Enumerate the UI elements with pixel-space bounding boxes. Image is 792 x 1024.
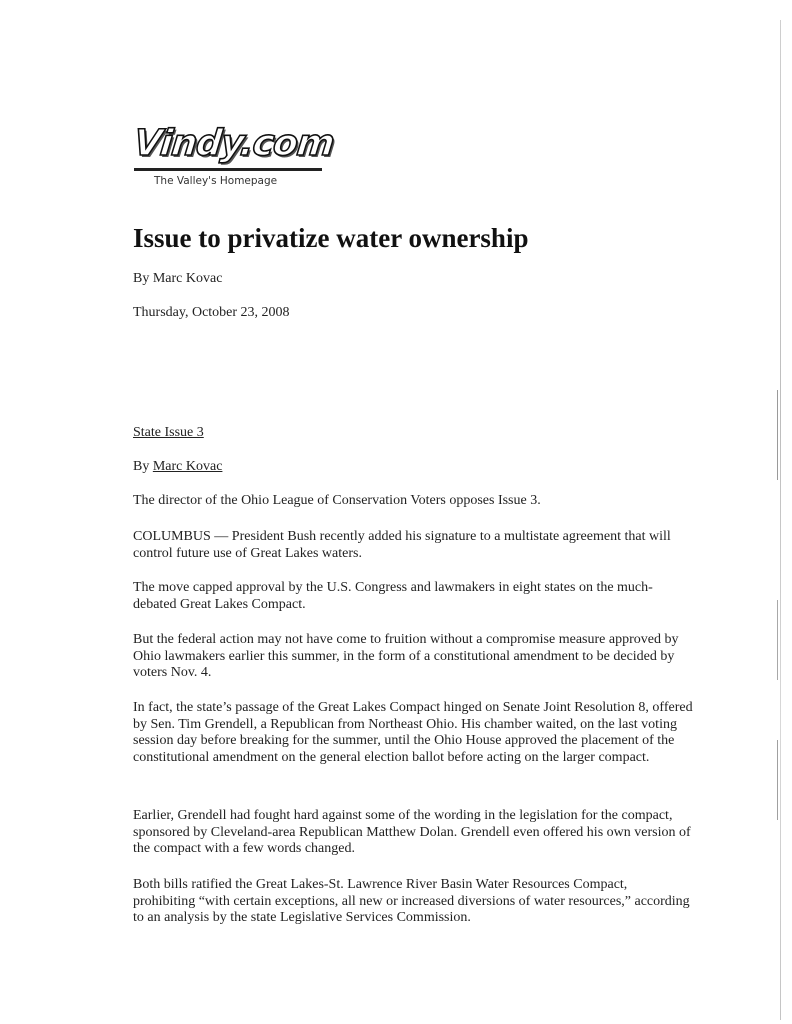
- article-paragraph: COLUMBUS — President Bush recently added his signature to a multistate agreement that will control future use of Great Lakes waters.: [133, 529, 671, 561]
- state-issue-3-link[interactable]: State Issue 3: [133, 425, 204, 440]
- article-byline: By Marc Kovac: [133, 271, 223, 286]
- logo-wordmark: Vindy.com: [131, 123, 336, 164]
- byline-prefix: By: [133, 459, 153, 474]
- article-headline: Issue to privatize water ownership: [133, 223, 529, 253]
- vindy-logo[interactable]: [131, 123, 336, 194]
- article-paragraph: The move capped approval by the U.S. Congress and lawmakers in eight states on the much-debated Great Lakes Compact.: [133, 580, 653, 612]
- article-paragraph: The director of the Ohio League of Conservation Voters opposes Issue 3.: [133, 493, 541, 508]
- author-link[interactable]: Marc Kovac: [152, 459, 223, 474]
- scan-edge-mark: [777, 740, 778, 820]
- article-paragraph: In fact, the state’s passage of the Great Lakes Compact hinged on Senate Joint Resolution 8, offered by Sen. Tim Grendell, a Republican from Northeast Ohio. His chamber waited, on the last voting session day before breaking for the summer, until the Ohio House approved the placement of the constitutional amendment on the general election ballot before acting on the larger compact.: [133, 700, 693, 765]
- logo-tagline: The Valley's Homepage: [154, 175, 278, 187]
- article-paragraph: But the federal action may not have come to fruition without a compromise measure approved by Ohio lawmakers earlier this summer, in the form of a constitutional amendment to be decided by voters Nov. 4.: [133, 632, 679, 680]
- article-date: Thursday, October 23, 2008: [133, 305, 290, 320]
- scan-edge-mark: [777, 390, 778, 480]
- logo-underline: [134, 168, 322, 171]
- scan-edge-mark: [777, 600, 778, 680]
- article-paragraph: Earlier, Grendell had fought hard against some of the wording in the legislation for the compact, sponsored by Cleveland-area Republican Matthew Dolan. Grendell even offered his own version of the compact with a few words changed.: [133, 808, 691, 856]
- scan-edge-line: [780, 20, 781, 1020]
- article-paragraph: Both bills ratified the Great Lakes-St. Lawrence River Basin Water Resources Compact, prohibiting “with certain exceptions, all new or increased diversions of water resources,” according to an analysis by the state Legislative Services Commission.: [133, 877, 690, 925]
- article-byline-secondary: [133, 458, 222, 476]
